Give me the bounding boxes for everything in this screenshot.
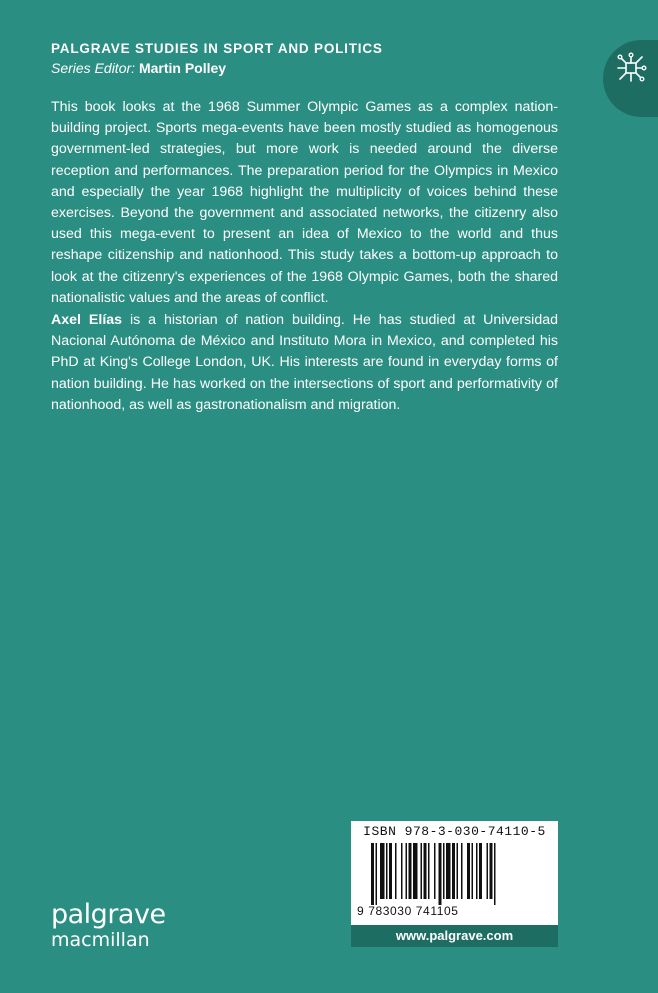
publisher-url[interactable]: www.palgrave.com bbox=[351, 925, 558, 947]
publisher-logo bbox=[51, 901, 166, 951]
barcode-block bbox=[351, 821, 558, 925]
series-title: PALGRAVE STUDIES IN SPORT AND POLITICS bbox=[51, 41, 383, 56]
author-bio-text: is a historian of nation building. He has studied at Universidad Nacional Autónoma de México and Instituto Mora in Mexico, and completed his PhD at King's College London, UK. His interests are found in everyday forms of nation building. He has worked on the intersections of sport and performativity of nationhood, as well as gastronationalism and migration. bbox=[51, 312, 558, 413]
palgrave-network-icon bbox=[603, 40, 658, 117]
series-header bbox=[51, 40, 591, 78]
author-bio bbox=[51, 310, 558, 416]
author-name: Axel Elías bbox=[51, 312, 123, 328]
barcode-icon bbox=[371, 843, 543, 905]
publisher-name-line1: palgrave bbox=[51, 899, 166, 930]
book-description: This book looks at the 1968 Summer Olympic Games as a complex nation-building project. Sports mega-events have been mostly studied as homogenous government-led strategies, but more work is needed around the diverse reception and performances. The preparation period for the Olympics in Mexico and especially the year 1968 highlight the multiplicity of voices behind these exercises. Beyond the government and associated networks, the citizenry also used this mega-event to present an idea of Mexico to the world and thus reshape citizenship and nationhood. This study takes a bottom-up approach to look at the citizenry's experiences of the 1968 Olympic Games, both the shared nationalistic values and the areas of conflict. bbox=[51, 99, 558, 306]
isbn-label: ISBN 978-3-030-74110-5 bbox=[363, 824, 546, 839]
publisher-name-line2: macmillan bbox=[51, 929, 150, 951]
series-editor-label: Series Editor: bbox=[51, 60, 136, 76]
series-editor-name: Martin Polley bbox=[138, 60, 227, 76]
barcode-digits: 9 783030 741105 bbox=[357, 904, 459, 918]
series-editor bbox=[51, 59, 591, 78]
